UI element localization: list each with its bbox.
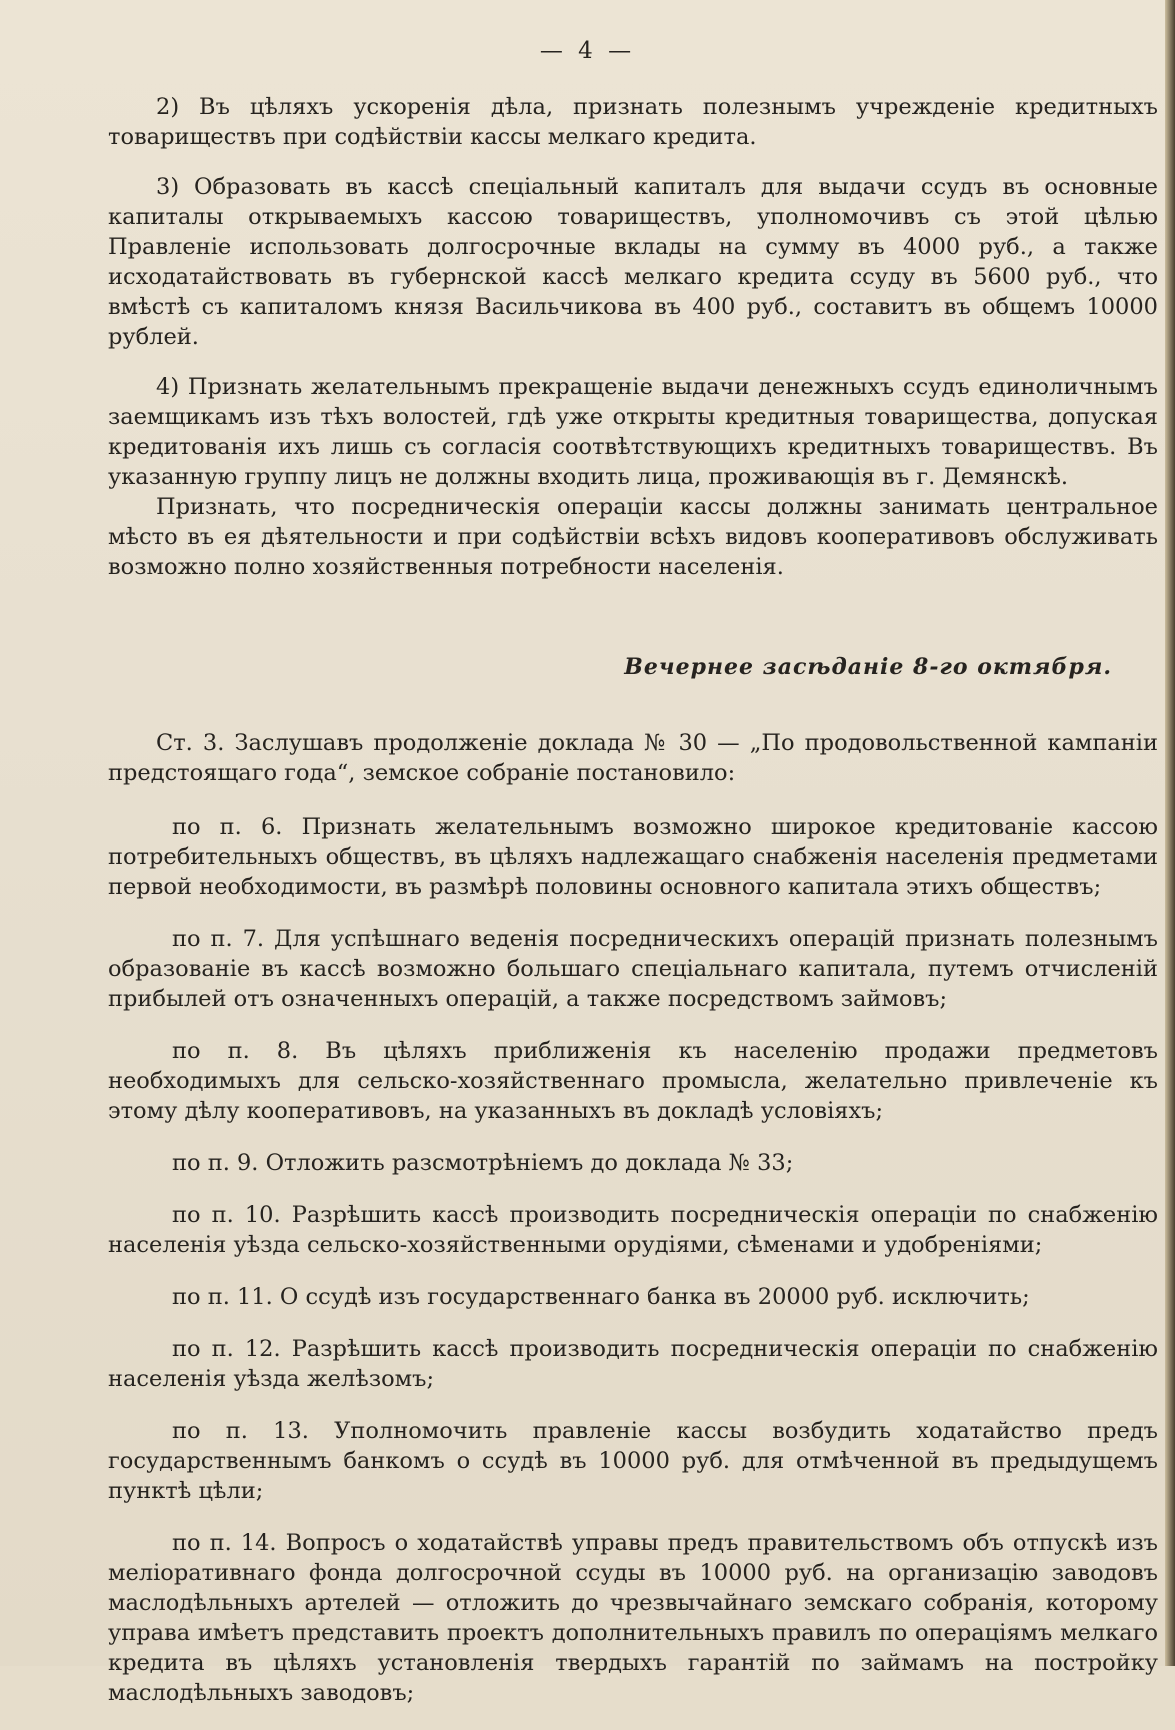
paragraph-2: 2) Въ цѣляхъ ускоренія дѣла, признать полезнымъ учрежденіе кредитныхъ товарищеcтвъ при содѣйствіи кассы мелкаго кредита. [108,94,1158,150]
document-body [108,92,1158,1730]
session-heading: Вечернее засѣданіе 8-го октября. [624,654,1112,680]
paragraph-3: 3) Образовать въ кассѣ спеціальный капиталъ для выдачи ссудъ въ основные капиталы открываемыхъ кассою товариществъ, уполномочивъ съ этой цѣлью Правленіе использовать долгосрочные вклады на сумму въ 4000 руб., а также исходатайствовать въ губернской кассѣ мелкаго кредита ссуду въ 5600 руб., что вмѣстѣ съ капиталомъ князя Васильчикова въ 400 руб., составитъ въ общемъ 10000 рублей. [108,174,1158,350]
resolution-item-6: по п. 6. Признать желательнымъ возможно широкое кредитованіе кассою потребительныхъ обществъ, въ цѣляхъ надлежащаго снабженія населенія предметами первой необходимости, въ размѣрѣ половины основного капитала этихъ обществъ; [108,814,1158,900]
resolution-item-14: по п. 14. Вопросъ о ходатайствѣ управы предъ правительствомъ объ отпускѣ изъ меліоративнаго фонда долгосрочной ссуды въ 10000 руб. на организацію заводовъ маслодѣльныхъ артелей — отложить до чрезвычайнаго земскаго собранія, которому управа имѣетъ представить проектъ дополнительныхъ правилъ по операціямъ мелкаго кредита въ цѣляхъ установленія твердыхъ гарантій по займамъ на постройку маслодѣльныхъ заводовъ; [108,1530,1158,1706]
page-number: — 4 — [539,38,636,64]
resolution-item-11: по п. 11. О ссудѣ изъ государственнаго банка въ 20000 руб. исключить; [172,1284,1030,1310]
resolution-item-9: по п. 9. Отложить разсмотрѣніемъ до доклада № 33; [172,1150,794,1176]
paragraph-4: 4) Признать желательнымъ прекращеніе выдачи денежныхъ ссудъ единоличнымъ заемщикамъ изъ тѣхъ волостей, гдѣ уже открыты кредитныя товарищества, допуская кредитованія ихъ лишь съ согласія соотвѣтствующихъ кредитныхъ товариществъ. Въ указанную группу лицъ не должны входить лица, проживающія въ г. Демянскѣ. [108,374,1158,490]
resolution-item-7: по п. 7. Для успѣшнаго веденія посредническихъ операцій признать полезнымъ образованіе въ кассѣ возможно большаго спеціальнаго капитала, путемъ отчисленій прибылей отъ означенныхъ операцій, а также посредствомъ займовъ; [108,926,1158,1012]
article-3-intro: Ст. 3. Заслушавъ продолженіе доклада № 30 — „По продовольственной кампаніи предстоящаго года“, земское собраніе постановило: [108,730,1158,786]
resolution-item-10: по п. 10. Разрѣшить кассѣ производить посредническія операціи по снабженію населенія уѣзда сельско-хозяйственными орудіями, сѣменами и удобреніями; [108,1202,1158,1258]
page-edge-shadow [1165,0,1175,1666]
resolution-item-8: по п. 8. Въ цѣляхъ приближенія къ населенію продажи предметовъ необходимыхъ для сельско-хозяйственнаго промысла, желательно привлеченіе къ этому дѣлу кооперативовъ, на указанныхъ въ докладѣ условіяхъ; [108,1038,1158,1124]
resolution-item-12: по п. 12. Разрѣшить кассѣ производить посредническія операціи по снабженію населенія уѣзда желѣзомъ; [108,1336,1158,1392]
paragraph-conclusion: Признать, что посредническія операціи кассы должны занимать центральное мѣсто въ ея дѣятельности и при содѣйствіи всѣхъ видовъ кооперативовъ обслуживать возможно полно хозяйственныя потребности населенія. [108,494,1158,580]
resolution-item-13: по п. 13. Уполномочить правленіе кассы возбудить ходатайство предъ государственнымъ банкомъ о ссудѣ въ 10000 руб. для отмѣченной въ предыдущемъ пунктѣ цѣли; [108,1418,1158,1504]
